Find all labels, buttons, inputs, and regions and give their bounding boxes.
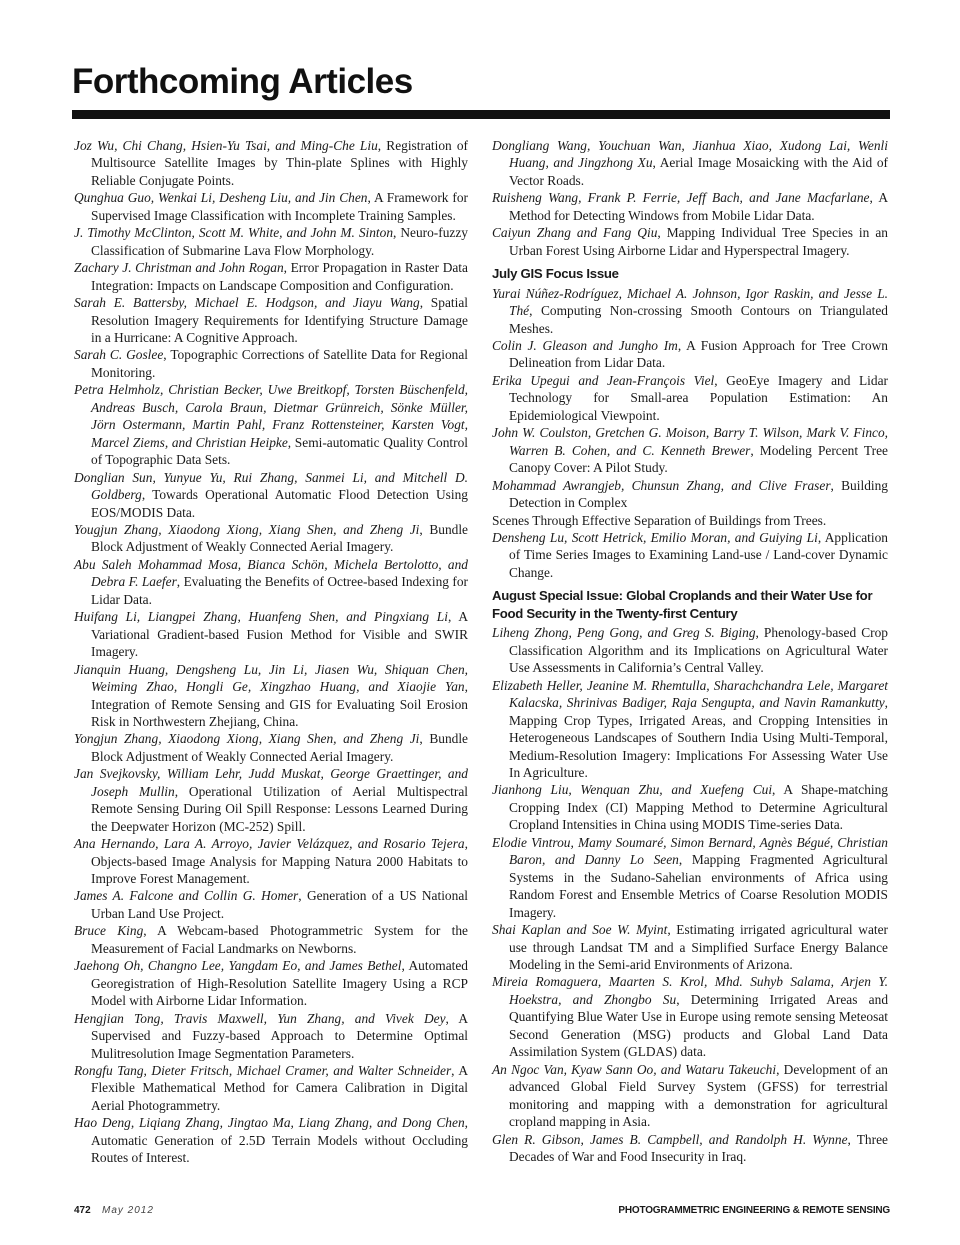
july-entries [492, 285, 888, 582]
article-authors: Jianhong Liu, Wenquan Zhu, and Xuefeng Cui [492, 782, 773, 798]
left-column [74, 137, 468, 1167]
article-title: Automated Georegistration of High-Resolution Satellite Imagery Using a RCP Model with Airborne Lidar Information. [91, 958, 468, 1009]
article-authors: Ruisheng Wang, Frank P. Ferrie, Jeff Bach, and Jane Macfarlane [492, 190, 870, 206]
article-title: A Framework for Supervised Image Classification with Incomplete Training Samples. [91, 190, 468, 223]
article-entry: Colin J. Gleason and Jungho Im, A Fusion Approach for Tree Crown Delineation from Lidar Data. [492, 338, 888, 371]
article-entry: Densheng Lu, Scott Hetrick, Emilio Moran, and Guiying Li, Application of Time Series Images to Examining Land-use / Land-cover Dynamic Change. [492, 530, 888, 580]
article-authors: Hao Deng, Liqiang Zhang, Jingtao Ma, Liang Zhang, and Dong Chen [74, 1115, 465, 1131]
article-entry: Glen R. Gibson, James B. Campbell, and Randolph H. Wynne, Three Decades of War and Food Insecurity in Iraq. [492, 1131, 888, 1164]
article-title: Generation of a US National Urban Land Use Project. [91, 888, 468, 921]
article-authors: Erika Upegui and Jean-François Viel [492, 372, 715, 388]
article-authors: Colin J. Gleason and Jungho Im [492, 338, 678, 354]
article-authors: Jan Svejkovsky, William Lehr, Judd Muskat, George Graettinger, and Joseph Mullin [74, 766, 468, 799]
article-authors: Densheng Lu, Scott Hetrick, Emilio Moran, and Guiying Li [492, 530, 818, 546]
article-entry: Jianquin Huang, Dengsheng Lu, Jin Li, Jiasen Wu, Shiquan Chen, Weiming Zhao, Hongli Ge, Xingzhao Huang, and Xiaojie Yan, Integration of Remote Sensing and GIS for Evaluating Soil Erosion Risk in Northwestern Zhejiang, China. [74, 661, 468, 729]
footer-date: May 2012 [102, 1205, 154, 1216]
article-authors: Mohammad Awrangjeb, Chunsun Zhang, and Clive Fraser [492, 477, 831, 493]
article-entry: Rongfu Tang, Dieter Fritsch, Michael Cramer, and Walter Schneider, A Flexible Mathematical Method for Camera Calibration in Digital Aerial Photogrammetry. [74, 1063, 468, 1113]
article-authors: Liheng Zhong, Peng Gong, and Greg S. Biging [492, 625, 756, 641]
article-authors: James A. Falcone and Collin G. Homer [74, 888, 299, 904]
article-entry: Ruisheng Wang, Frank P. Ferrie, Jeff Bach, and Jane Macfarlane, A Method for Detecting Windows from Mobile Lidar Data. [492, 190, 888, 223]
article-authors: Yongjun Zhang, Xiaodong Xiong, Xiang Shen, and Zheng Ji [74, 731, 420, 747]
article-authors: Shai Kaplan and Soe W. Myint [492, 922, 668, 938]
article-title: A Variational Gradient-based Fusion Method for Visible and SWIR Imagery. [91, 609, 469, 660]
article-title: Registration of Multisource Satellite Images by Thin-plate Splines with Highly Reliable Conjugate Points. [91, 138, 469, 188]
article-entry: Ana Hernando, Lara A. Arroyo, Javier Velázquez, and Rosario Tejera, Objects-based Image Analysis for Mapping Natura 2000 Habitats to Improve Forest Management. [74, 836, 468, 887]
article-entry: Qunghua Guo, Wenkai Li, Desheng Liu, and Jin Chen, A Framework for Supervised Image Classification with Incomplete Training Samples. [74, 190, 468, 223]
article-title: Computing Non-crossing Smooth Contours on Triangulated Meshes. [509, 303, 889, 336]
article-title: Towards Operational Automatic Flood Detection Using EOS/MODIS Data. [91, 487, 468, 520]
article-entry: Sarah E. Battersby, Michael E. Hodgson, and Jiayu Wang, Spatial Resolution Imagery Requirements for Identifying Structure Damage in a Hurricane: A Cognitive Approach. [74, 295, 468, 345]
article-title: Phenology-based Crop Classification Algorithm and its Implications on Agricultural Water Use Assessments in California’s Central Valley. [509, 625, 888, 676]
article-entry: Hao Deng, Liqiang Zhang, Jingtao Ma, Liang Zhang, and Dong Chen, Automatic Generation of 2.5D Terrain Models without Occluding Routes of Interest. [74, 1115, 468, 1166]
article-title: Error Propagation in Raster Data Integration: Impacts on Landscape Composition and Configuration. [91, 260, 468, 293]
article-title: Estimating irrigated agricultural water use through Landsat TM and a Simplified Surface Energy Balance Modeling in the Semi-arid Environments of Arizona. [509, 922, 889, 972]
article-entry: Elizabeth Heller, Jeanine M. Rhemtulla, Sharachchandra Lele, Margaret Kalacska, Shrinivas Badiger, Raja Sengupta, and Navin Ramankutty, Mapping Crop Types, Irrigated Areas, and Cropping Intensities in Heterogeneous Landscapes of Southern India Using Multi-Temporal, Medium-Resolution Imagery: Implications For Assessing Water Use In Agriculture. [492, 677, 888, 780]
article-entry: Sarah C. Goslee, Topographic Corrections of Satellite Data for Regional Monitoring. [74, 347, 468, 380]
article-authors: Ana Hernando, Lara A. Arroyo, Javier Velázquez, and Rosario Tejera [74, 836, 465, 852]
article-title: Scenes Through Effective Separation of Buildings from Trees. [492, 512, 827, 528]
article-authors: Yougjun Zhang, Xiaodong Xiong, Xiang Shen, and Zheng Ji [74, 521, 420, 537]
article-authors: Donglian Sun, Yunyue Yu, Rui Zhang, Sanmei Li, and Mitchell D. Goldberg [74, 469, 468, 503]
article-entry: Yougjun Zhang, Xiaodong Xiong, Xiang Shen, and Zheng Ji, Bundle Block Adjustment of Weakly Connected Aerial Imagery. [74, 521, 468, 555]
article-title: Bundle Block Adjustment of Weakly Connected Aerial Imagery. [91, 521, 468, 555]
article-authors: John W. Coulston, Gretchen G. Moison, Barry T. Wilson, Mark V. Finco, Warren B. Cohen, and C. Kenneth Brewer [492, 425, 888, 458]
footer-page-number: 472 [74, 1205, 91, 1216]
article-entry: Caiyun Zhang and Fang Qiu, Mapping Individual Tree Species in an Urban Forest Using Airborne Lidar and Hyperspectral Imagery. [492, 225, 888, 258]
article-authors: Jaehong Oh, Changno Lee, Yangdam Eo, and James Bethel [74, 958, 402, 974]
article-entry: An Ngoc Van, Kyaw Sann Oo, and Wataru Takeuchi, Development of an advanced Global Field Survey System (GFSS) for terrestrial monitoring and mapping with a demonstration for agricultural cropland mapping in Asia. [492, 1061, 888, 1130]
article-entry: James A. Falcone and Collin G. Homer, Generation of a US National Urban Land Use Project. [74, 888, 468, 921]
article-title: Topographic Corrections of Satellite Data for Regional Monitoring. [91, 347, 468, 380]
article-entry: Liheng Zhong, Peng Gong, and Greg S. Biging, Phenology-based Crop Classification Algorithm and its Implications on Agricultural Water Use Assessments in California’s Central Valley. [492, 625, 888, 676]
article-entry: Erika Upegui and Jean-François Viel, GeoEye Imagery and Lidar Technology for Small-area Population Estimation: An Epidemiological Viewpoint. [492, 372, 888, 423]
article-title: Bundle Block Adjustment of Weakly Connected Aerial Imagery. [91, 731, 468, 764]
july-section-heading: July GIS Focus Issue [492, 266, 619, 282]
article-entry: Hengjian Tong, Travis Maxwell, Yun Zhang, and Vivek Dey, A Supervised and Fuzzy-based Approach to Determine Optimal Mulitresolution Image Segmentation Parameters. [74, 1010, 468, 1061]
article-authors: Zachary J. Christman and John Rogan [74, 260, 284, 276]
article-title: A Method for Detecting Windows from Mobile Lidar Data. [509, 190, 888, 223]
article-entry: John W. Coulston, Gretchen G. Moison, Barry T. Wilson, Mark V. Finco, Warren B. Cohen, and C. Kenneth Brewer, Modeling Percent Tree Canopy Cover: A Pilot Study. [492, 425, 888, 476]
article-title: Objects-based Image Analysis for Mapping Natura 2000 Habitats to Improve Forest Management. [91, 853, 468, 887]
article-entry: J. Timothy McClinton, Scott M. White, and John M. Sinton, Neuro-fuzzy Classification of Submarine Lava Flow Morphology. [74, 225, 468, 258]
article-entry: Yurai Núñez-Rodríguez, Michael A. Johnson, Igor Raskin, and Jesse L. Thé, Computing Non-crossing Smooth Contours on Triangulated Meshes. [492, 285, 889, 336]
article-title: Integration of Remote Sensing and GIS for Evaluating Soil Erosion Risk in Northwestern Zhejiang, China. [91, 696, 468, 729]
article-entry: Mohammad Awrangjeb, Chunsun Zhang, and Clive Fraser, Building Detection in Complex [492, 477, 888, 511]
article-entry: Mireia Romaguera, Maarten S. Krol, Mhd. Suhyb Salama, Arjen Y. Hoekstra, and Zhongbo Su, Determining Irrigated Areas and Quantifying Blue Water Use in Europe using remote sensing Meteosat Second Generation (MSG) products and Global Land Data Assimilation System (GLDAS) data. [492, 974, 889, 1060]
article-entry: Yongjun Zhang, Xiaodong Xiong, Xiang Shen, and Zheng Ji, Bundle Block Adjustment of Weakly Connected Aerial Imagery. [74, 731, 468, 764]
article-authors: Dongliang Wang, Youchuan Wan, Jianhua Xiao, Xudong Lai, Wenli Huang, and Jingzhong Xu [492, 138, 888, 171]
article-authors: Caiyun Zhang and Fang Qiu [492, 225, 658, 241]
article-title: Building Detection in Complex [509, 477, 888, 511]
article-entry: Joz Wu, Chi Chang, Hsien-Yu Tsai, and Ming-Che Liu, Registration of Multisource Satellite Images by Thin-plate Splines with Highly Reliable Conjugate Points. [74, 138, 469, 188]
article-entry: Bruce King, A Webcam-based Photogrammetric System for the Measurement of Facial Landmarks on Newborns. [74, 923, 468, 956]
article-authors: Yurai Núñez-Rodríguez, Michael A. Johnson, Igor Raskin, and Jesse L. Thé [492, 285, 888, 319]
august-entries [492, 624, 888, 1165]
article-entry: Jaehong Oh, Changno Lee, Yangdam Eo, and James Bethel, Automated Georegistration of High-Resolution Satellite Imagery Using a RCP Model with Airborne Lidar Information. [74, 958, 468, 1009]
article-title: Spatial Resolution Imagery Requirements for Identifying Structure Damage in a Hurricane: A Cognitive Approach. [91, 295, 468, 345]
article-entry: Elodie Vintrou, Mamy Soumaré, Simon Bernard, Agnès Bégué, Christian Baron, and Danny Lo Seen, Mapping Fragmented Agricultural Systems in the Sudano-Sahelian environments of Africa using Random Forest and Ensemble Metrics of Coarse Resolution MODIS Imagery. [492, 834, 888, 920]
article-title: A Flexible Mathematical Method for Camera Calibration in Digital Aerial Photogrammetry. [91, 1063, 468, 1113]
article-title: Automatic Generation of 2.5D Terrain Models without Occluding Routes of Interest. [91, 1132, 468, 1166]
article-authors: J. Timothy McClinton, Scott M. White, and John M. Sinton [74, 225, 394, 241]
article-authors: Elodie Vintrou, Mamy Soumaré, Simon Bernard, Agnès Bégué, Christian Baron, and Danny Lo Seen [492, 834, 888, 868]
article-authors: Glen R. Gibson, James B. Campbell, and Randolph H. Wynne [492, 1131, 848, 1147]
article-entry: Huifang Li, Liangpei Zhang, Huanfeng Shen, and Pingxiang Li, A Variational Gradient-based Fusion Method for Visible and SWIR Imagery. [74, 609, 469, 660]
article-entry: Jan Svejkovsky, William Lehr, Judd Muskat, George Graettinger, and Joseph Mullin, Operational Utilization of Aerial Multispectral Remote Sensing During Oil Spill Response: Lessons Learned During the Deepwater Horizon (MC-252) Spill. [74, 766, 468, 834]
article-authors: Petra Helmholz, Christian Becker, Uwe Breitkopf, Torsten Büschenfeld, Andreas Busch, Carola Braun, Dietmar Grünreich, Sönke Müller, Jörn Ostermann, Martin Pahl, Franz Rottensteiner, Karsten Vogt, Marcel Ziems, and Christian Heipke [74, 382, 468, 450]
article-entry: Donglian Sun, Yunyue Yu, Rui Zhang, Sanmei Li, and Mitchell D. Goldberg, Towards Operational Automatic Flood Detection Using EOS/MODIS Data. [74, 469, 468, 520]
article-title: Aerial Image Mosaicking with the Aid of Vector Roads. [509, 155, 888, 188]
article-title: Determining Irrigated Areas and Quantifying Blue Water Use in Europe using remote sensing Meteosat Second Generation (MSG) products and Global Land Data Assimilation System (GLDAS) data. [509, 991, 889, 1060]
article-entry: Dongliang Wang, Youchuan Wan, Jianhua Xiao, Xudong Lai, Wenli Huang, and Jingzhong Xu, Aerial Image Mosaicking with the Aid of Vector Roads. [492, 138, 888, 188]
article-title: Mapping Individual Tree Species in an Urban Forest Using Airborne Lidar and Hyperspectral Imagery. [509, 225, 888, 258]
article-entry: Abu Saleh Mohammad Mosa, Bianca Schön, Michela Bertolotto, and Debra F. Laefer, Evaluating the Benefits of Octree-based Indexing for Lidar Data. [74, 556, 469, 607]
article-title: Semi-automatic Quality Control of Topographic Data Sets. [91, 434, 468, 468]
article-title: Mapping Crop Types, Irrigated Areas, and Cropping Intensities in Heterogeneous Landscapes of Southern India Using Multi-Temporal, Medium-Resolution Imagery: Implications For Assessing Water Use In Agriculture. [509, 712, 888, 780]
article-authors: Jianquin Huang, Dengsheng Lu, Jin Li, Jiasen Wu, Shiquan Chen, Weiming Zhao, Hongli Ge, Xingzhao Huang, and Xiaojie Yan [74, 661, 468, 695]
article-title: Three Decades of War and Food Insecurity in Iraq. [509, 1131, 888, 1164]
article-title: Modeling Percent Tree Canopy Cover: A Pilot Study. [509, 442, 888, 476]
article-authors: An Ngoc Van, Kyaw Sann Oo, and Wataru Takeuchi [492, 1061, 777, 1077]
article-title: Operational Utilization of Aerial Multispectral Remote Sensing During Oil Spill Response: Lessons Learned During the Deepwater Horizon (MC-252) Spill. [91, 783, 468, 834]
article-authors: Sarah E. Battersby, Michael E. Hodgson, and Jiayu Wang [74, 295, 420, 311]
title-rule [72, 110, 890, 119]
article-title: A Webcam-based Photogrammetric System for the Measurement of Facial Landmarks on Newborns. [91, 923, 468, 956]
article-entry [492, 512, 888, 529]
article-entry: Shai Kaplan and Soe W. Myint, Estimating irrigated agricultural water use through Landsat TM and a Simplified Surface Energy Balance Modeling in the Semi-arid Environments of Arizona. [492, 922, 889, 972]
article-authors: Hengjian Tong, Travis Maxwell, Yun Zhang, and Vivek Dey [74, 1010, 446, 1026]
right-column [492, 137, 888, 1165]
footer-journal-name: PHOTOGRAMMETRIC ENGINEERING & REMOTE SENSING [618, 1205, 890, 1216]
article-title: Application of Time Series Images to Examining Land-use / Land-cover Dynamic Change. [509, 530, 888, 580]
article-authors: Joz Wu, Chi Chang, Hsien-Yu Tsai, and Ming-Che Liu [74, 138, 378, 153]
article-title: Development of an advanced Global Field Survey System (GFSS) for terrestrial monitoring and mapping with a demonstration for agricultural cropland mapping in Asia. [509, 1061, 888, 1130]
article-authors: Huifang Li, Liangpei Zhang, Huanfeng Shen, and Pingxiang Li [74, 609, 448, 625]
article-authors: Abu Saleh Mohammad Mosa, Bianca Schön, Michela Bertolotto, and Debra F. Laefer [74, 556, 468, 590]
article-title: GeoEye Imagery and Lidar Technology for Small-area Population Estimation: An Epidemiological Viewpoint. [509, 372, 888, 423]
page-title: Forthcoming Articles [72, 62, 413, 101]
article-entry: Petra Helmholz, Christian Becker, Uwe Breitkopf, Torsten Büschenfeld, Andreas Busch, Carola Braun, Dietmar Grünreich, Sönke Müller, Jörn Ostermann, Martin Pahl, Franz Rottensteiner, Karsten Vogt, Marcel Ziems, and Christian Heipke, Semi-automatic Quality Control of Topographic Data Sets. [74, 382, 468, 468]
article-authors: Elizabeth Heller, Jeanine M. Rhemtulla, Sharachchandra Lele, Margaret Kalacska, Shrinivas Badiger, Raja Sengupta, and Navin Ramankutty [492, 677, 888, 711]
article-authors: Rongfu Tang, Dieter Fritsch, Michael Cramer, and Walter Schneider [74, 1063, 452, 1079]
article-title: Evaluating the Benefits of Octree-based Indexing for Lidar Data. [91, 574, 469, 607]
august-section-heading: August Special Issue: Global Croplands and their Water Use for Food Security in the Twenty-first Century [492, 588, 873, 621]
article-entry: Zachary J. Christman and John Rogan, Error Propagation in Raster Data Integration: Impacts on Landscape Composition and Configuration. [74, 260, 468, 293]
intro-entries [492, 137, 888, 259]
article-title: A Shape-matching Cropping Index (CI) Mapping Method to Determine Agricultural Cropland Intensities in China using MODIS Time-series Data. [509, 782, 888, 833]
article-entry: Jianhong Liu, Wenquan Zhu, and Xuefeng Cui, A Shape-matching Cropping Index (CI) Mapping Method to Determine Agricultural Cropland Intensities in China using MODIS Time-series Data. [492, 782, 888, 833]
article-title: A Fusion Approach for Tree Crown Delineation from Lidar Data. [509, 338, 888, 371]
article-authors: Sarah C. Goslee [74, 347, 164, 363]
article-title: Mapping Fragmented Agricultural Systems in the Sudano-Sahelian environments of Africa using Random Forest and Ensemble Metrics of Coarse Resolution MODIS Imagery. [509, 852, 888, 920]
article-authors: Mireia Romaguera, Maarten S. Krol, Mhd. Suhyb Salama, Arjen Y. Hoekstra, and Zhongbo Su [492, 974, 888, 1007]
article-title: A Supervised and Fuzzy-based Approach to Determine Optimal Mulitresolution Image Segmentation Parameters. [91, 1010, 468, 1061]
article-authors: Bruce King [74, 923, 144, 939]
article-authors: Qunghua Guo, Wenkai Li, Desheng Liu, and Jin Chen [74, 190, 368, 206]
article-title: Neuro-fuzzy Classification of Submarine Lava Flow Morphology. [91, 225, 468, 258]
